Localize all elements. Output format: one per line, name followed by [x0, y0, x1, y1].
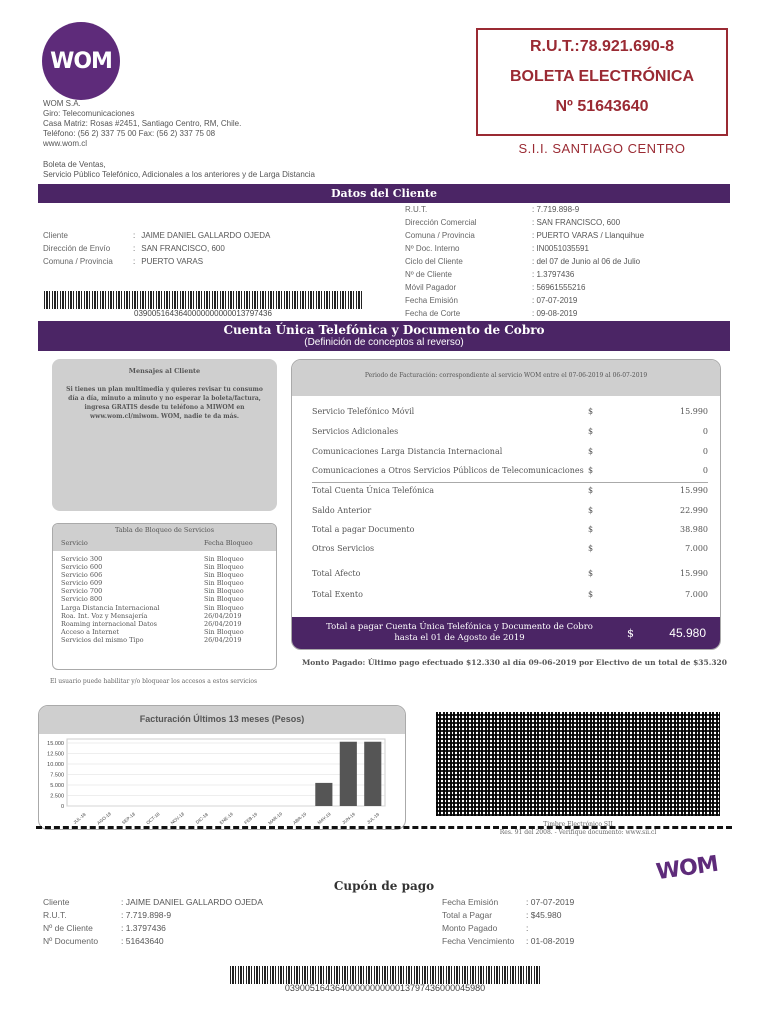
billing-cur: $ — [588, 407, 594, 416]
chart-frame — [67, 739, 385, 806]
billing-val: 15.990 — [680, 486, 708, 495]
client-value: : IN0051035591 — [532, 244, 589, 253]
coupon-row — [43, 909, 263, 922]
client-value: : PUERTO VARAS / Llanquihue — [532, 231, 645, 240]
coupon-value: : 07-07-2019 — [526, 897, 575, 907]
block-service: Servicio 700 — [61, 587, 103, 596]
coupon-row — [442, 922, 574, 935]
coupon-row — [442, 896, 574, 909]
client-value: PUERTO VARAS — [141, 257, 204, 266]
chart-bar — [340, 742, 357, 806]
chart-xtick: MAR-19 — [267, 811, 284, 826]
block-date: Sin Bloqueo — [204, 555, 244, 563]
billing-name: Servicio Telefónico Móvil — [312, 407, 415, 416]
billing-row — [312, 590, 708, 599]
block-date: 26/04/2019 — [204, 611, 242, 620]
billing-val: 15.990 — [680, 407, 708, 416]
coupon-row — [43, 896, 263, 909]
coupon-row — [442, 909, 574, 922]
coupon-label: Nº Documento — [43, 936, 99, 946]
block-service: Larga Distancia Internacional — [61, 603, 160, 612]
client-row: Dirección de Envío : SAN FRANCISCO, 600 — [43, 244, 225, 253]
chart-bar — [315, 783, 332, 806]
block-service: Servicio 600 — [61, 563, 103, 572]
chart-xtick: JUL-18 — [72, 811, 87, 825]
billing-total-line: hasta el 01 de Agosto de 2019 — [394, 633, 525, 643]
doc-number: Nº 51643640 — [555, 98, 649, 115]
client-value: JAIME DANIEL GALLARDO OJEDA — [141, 231, 271, 240]
client-value: : SAN FRANCISCO, 600 — [532, 218, 621, 227]
billing-total-label — [292, 622, 627, 644]
wom-logo: WOM — [42, 22, 120, 100]
coupon-label: Fecha Emisión — [442, 897, 499, 907]
block-table-header — [53, 536, 276, 551]
billing-total-bar — [292, 617, 720, 649]
billing-cur: $ — [588, 466, 594, 475]
block-date: Sin Bloqueo — [204, 579, 244, 588]
billing-name: Comunicaciones a Otros Servicios Públicos de Telecomunicaciones — [312, 466, 584, 475]
billing-val: 7.000 — [685, 590, 708, 599]
billing-box — [291, 359, 721, 650]
chart-svg — [39, 734, 406, 830]
coupon-label: Monto Pagado — [442, 923, 498, 933]
last-payment: Monto Pagado: Último pago efectuado $12.330 al día 09-06-2019 por Electivo de un total de $35.320 — [302, 658, 727, 667]
block-table-row — [61, 563, 268, 571]
billing-val: 22.990 — [680, 506, 708, 515]
chart-ytick: 10.000 — [47, 762, 64, 768]
client-data-header: Datos del Cliente — [38, 184, 730, 203]
client-label: Comuna / Provincia — [43, 257, 113, 266]
chart-xtick: OCT-18 — [145, 811, 161, 826]
client-value: : 56961555216 — [532, 283, 586, 292]
billing-row — [312, 525, 708, 534]
block-table-row — [61, 571, 268, 579]
coupon-left — [43, 896, 263, 948]
company-web: www.wom.cl — [43, 139, 88, 148]
chart-xtick: AGO-18 — [96, 811, 112, 826]
messages-title: Mensajes al Cliente — [128, 367, 201, 375]
billing-row — [312, 447, 708, 456]
coupon-label: Fecha Vencimiento — [442, 936, 515, 946]
block-service: Servicios del mismo Tipo — [61, 635, 144, 644]
billing-row — [312, 486, 708, 495]
billing-cur: $ — [588, 506, 594, 515]
document-id-box — [476, 28, 728, 136]
client-row — [405, 268, 644, 281]
coupon-label: Total a Pagar — [442, 910, 493, 920]
timbre-line: Timbre Electrónico SII — [543, 821, 613, 828]
coupon-right — [442, 896, 574, 948]
chart-bar — [364, 742, 381, 806]
block-table-row — [61, 595, 268, 603]
block-table-row — [61, 604, 268, 612]
block-date: Sin Bloqueo — [204, 563, 244, 572]
block-table-title: Tabla de Bloqueo de Servicios — [53, 524, 276, 536]
chart-ytick: 15.000 — [47, 741, 64, 747]
coupon-barcode — [230, 966, 540, 984]
chart-ytick: 5.000 — [50, 783, 64, 789]
chart-ytick: 12.500 — [47, 751, 64, 758]
billing-row — [312, 506, 708, 515]
doc-rut: R.U.T.:78.921.690-8 — [529, 38, 675, 55]
billing-val: 0 — [702, 447, 708, 456]
block-note: El usuario puede habilitar y/o bloquear los accesos a estos servicios — [50, 678, 258, 685]
client-row — [405, 307, 644, 320]
client-label: Fecha de Corte — [405, 309, 461, 318]
client-value: : 7.719.898-9 — [532, 205, 580, 214]
client-row — [405, 281, 644, 294]
boleta-line: Servicio Público Telefónico, Adicionales a los anteriores y de Larga Distancia — [43, 170, 316, 179]
coupon-label: R.U.T. — [43, 910, 67, 920]
timbre-line: Res. 91 del 2008. - Verifique documento: www.sii.cl — [499, 829, 657, 836]
client-row — [405, 203, 644, 216]
coupon-row — [43, 935, 263, 948]
company-address: Casa Matriz: Rosas #2451, Santiago Centro, RM, Chile. — [43, 119, 242, 128]
billing-cur: $ — [588, 590, 594, 599]
company-phone: Teléfono: (56 2) 337 75 00 Fax: (56 2) 337 75 08 — [43, 129, 216, 138]
coupon-row — [43, 922, 263, 935]
block-table-row — [61, 555, 268, 563]
client-row — [405, 216, 644, 229]
coupon-barcode-number: 0390051643640000000000013797436000045980 — [284, 983, 486, 993]
client-label: Fecha Emisión — [405, 296, 458, 305]
coupon-value: : — [526, 923, 529, 933]
coupon-value: : 1.3797436 — [121, 923, 166, 933]
chart-ytick: 7.500 — [50, 772, 64, 779]
billing-cur: $ — [588, 525, 594, 534]
coupon-value: : JAIME DANIEL GALLARDO OJEDA — [121, 897, 263, 907]
sii-office: S.I.I. SANTIAGO CENTRO — [518, 141, 686, 156]
block-date: Sin Bloqueo — [204, 595, 244, 604]
client-value: : 07-07-2019 — [532, 296, 578, 305]
block-service: Servicio 609 — [61, 579, 103, 588]
chart-ytick: 2.500 — [50, 793, 64, 800]
client-value: : 1.3797436 — [532, 270, 575, 279]
coupon-value: : 51643640 — [121, 936, 164, 946]
block-date: 26/04/2019 — [204, 619, 242, 628]
block-table-body — [53, 551, 276, 644]
block-col-header: Fecha Bloqueo — [204, 539, 253, 547]
billing-row — [312, 569, 708, 578]
client-value: : 09-08-2019 — [532, 309, 578, 318]
account-band — [38, 321, 730, 351]
block-col-header: Servicio — [61, 539, 88, 547]
billing-name: Total Afecto — [312, 569, 361, 578]
messages-body: Si tienes un plan multimedia y quieres revisar tu consumo día a día, minuto a minuto y no esperar la boleta/factura, ingresa GRATIS desde tu teléfono a MIWOM en www.wom.cl/miwom. WOM, nadie te da más. — [66, 386, 263, 420]
client-label: Nº de Cliente — [405, 270, 452, 279]
block-service: Roa. Int. Voz y Mensajería — [61, 611, 148, 620]
coupon-value: : $45.980 — [526, 910, 562, 920]
billing-val: 38.980 — [680, 525, 708, 534]
block-service: Servicio 606 — [61, 571, 103, 580]
client-left-block — [43, 229, 270, 268]
billing-total-line: Total a pagar Cuenta Única Telefónica y Documento de Cobro — [326, 622, 593, 632]
chart-xtick: ABR-19 — [292, 811, 308, 826]
block-table-row — [61, 612, 268, 620]
billing-name: Saldo Anterior — [312, 506, 372, 515]
client-row — [405, 255, 644, 268]
billing-cur: $ — [588, 569, 594, 578]
block-service: Servicio 300 — [61, 555, 103, 563]
coupon-logo: WOM — [654, 851, 720, 886]
client-row: Cliente : JAIME DANIEL GALLARDO OJEDA — [43, 231, 271, 240]
block-table — [52, 523, 277, 670]
coupon-value: : 01-08-2019 — [526, 936, 575, 946]
boleta-description — [43, 160, 315, 180]
company-name: WOM S.A. — [43, 99, 81, 108]
timbre-electronico — [436, 712, 720, 816]
timbre-caption — [436, 821, 720, 837]
block-date: 26/04/2019 — [204, 635, 242, 644]
block-service: Roaming internacional Datos — [61, 619, 158, 628]
billing-cur: $ — [588, 447, 594, 456]
billing-cur: $ — [588, 427, 594, 436]
block-table-row — [61, 628, 268, 636]
chart-xtick: JUN-19 — [341, 811, 357, 826]
billing-val: 0 — [702, 427, 708, 436]
client-value: : del 07 de Junio al 06 de Julio — [532, 257, 641, 266]
billing-cur: $ — [588, 544, 594, 553]
billing-total-value: 45.980 — [669, 626, 706, 640]
block-date: Sin Bloqueo — [204, 587, 244, 596]
chart-title: Facturación Últimos 13 meses (Pesos) — [39, 706, 405, 734]
client-value: SAN FRANCISCO, 600 — [141, 244, 225, 253]
client-label: Ciclo del Cliente — [405, 257, 463, 266]
client-label: Dirección Comercial — [405, 218, 477, 227]
billing-row — [312, 407, 708, 416]
billing-name: Total Exento — [312, 590, 363, 599]
block-table-row — [61, 579, 268, 587]
chart-xtick: FEB-19 — [243, 811, 259, 826]
client-label: Dirección de Envío — [43, 244, 111, 253]
chart-ytick: 0 — [60, 804, 64, 810]
block-table-row — [61, 636, 268, 644]
client-row: Comuna / Provincia : PUERTO VARAS — [43, 257, 204, 266]
coupon-value: : 7.719.898-9 — [121, 910, 172, 920]
billing-row — [312, 427, 708, 436]
client-label: Comuna / Provincia — [405, 231, 475, 240]
billing-name: Total Cuenta Única Telefónica — [312, 486, 435, 495]
billing-chart — [38, 705, 406, 830]
billing-cur: $ — [588, 486, 594, 495]
billing-val: 7.000 — [685, 544, 708, 553]
client-label: R.U.T. — [405, 205, 428, 214]
account-title: Cuenta Única Telefónica y Documento de Cobro — [223, 323, 545, 337]
block-table-row — [61, 620, 268, 628]
billing-name: Servicios Adicionales — [312, 427, 399, 436]
chart-xtick: SEP-18 — [120, 811, 137, 826]
coupon-label: Nº de Cliente — [43, 923, 93, 933]
billing-row — [312, 544, 708, 553]
billing-name: Total a pagar Documento — [312, 525, 415, 534]
chart-xtick: MAY-19 — [316, 811, 332, 826]
chart-xtick: JUL-19 — [365, 811, 381, 825]
coupon-label: Cliente — [43, 897, 70, 907]
block-date: Sin Bloqueo — [204, 603, 244, 612]
client-label: Cliente — [43, 231, 68, 240]
client-right-block — [405, 203, 644, 320]
chart-xtick: NOV-18 — [169, 811, 186, 826]
coupon-row — [442, 935, 574, 948]
client-row — [405, 294, 644, 307]
company-info — [43, 99, 241, 149]
company-giro: Giro: Telecomunicaciones — [43, 109, 135, 118]
account-subtitle: (Definición de conceptos al reverso) — [304, 337, 464, 348]
block-date: Sin Bloqueo — [204, 627, 244, 636]
billing-total-currency: $ — [627, 626, 634, 640]
billing-name: Comunicaciones Larga Distancia Internacional — [312, 447, 503, 456]
client-label: Nº Doc. Interno — [405, 244, 460, 253]
chart-xtick: ENE-19 — [218, 811, 234, 826]
doc-type: BOLETA ELECTRÓNICA — [510, 68, 694, 85]
cut-line — [36, 826, 732, 829]
client-row — [405, 242, 644, 255]
block-date: Sin Bloqueo — [204, 571, 244, 580]
messages-box — [52, 359, 277, 511]
billing-val: 15.990 — [680, 569, 708, 578]
billing-val: 0 — [702, 466, 708, 475]
billing-period: Periodo de Facturación: correspondiente al servicio WOM entre el 07-06-2019 al 06-07-2019 — [292, 360, 720, 396]
client-barcode — [44, 291, 362, 309]
billing-row — [312, 466, 708, 475]
coupon-title: Cupón de pago — [333, 879, 435, 893]
billing-divider — [312, 482, 708, 483]
block-table-row — [61, 587, 268, 595]
billing-name: Otros Servicios — [312, 544, 375, 553]
client-barcode-number: 0390051643640000000000013797436 — [134, 309, 272, 318]
block-service: Acceso a Internet — [61, 627, 120, 636]
chart-xtick: DIC-18 — [194, 811, 209, 825]
client-row — [405, 229, 644, 242]
boleta-line: Boleta de Ventas, — [43, 160, 106, 169]
block-service: Servicio 800 — [61, 595, 103, 604]
client-label: Móvil Pagador — [405, 283, 457, 292]
